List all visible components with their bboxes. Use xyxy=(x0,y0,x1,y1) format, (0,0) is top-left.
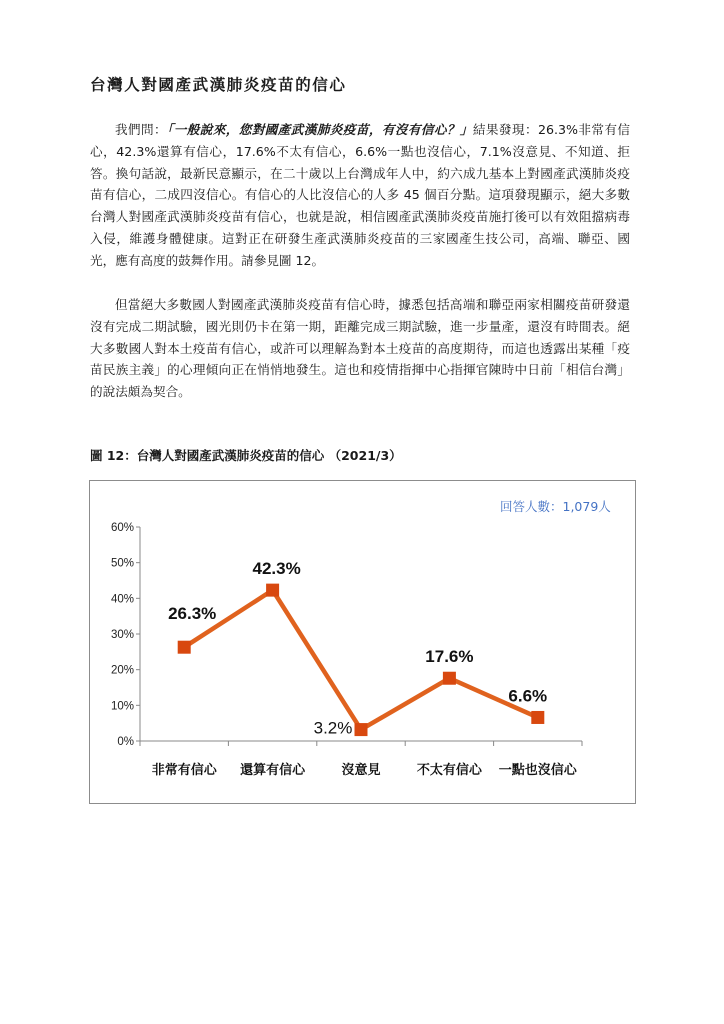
data-label: 17.6% xyxy=(425,647,474,667)
data-label: 3.2% xyxy=(313,718,353,738)
data-point-marker xyxy=(531,711,544,724)
paragraph-lead: 我們問： xyxy=(115,122,168,137)
data-point-marker xyxy=(443,672,456,685)
y-tick-label: 50% xyxy=(110,557,134,570)
y-tick-label: 60% xyxy=(110,522,134,534)
y-tick-label: 30% xyxy=(110,629,134,641)
x-tick-label: 不太有信心 xyxy=(416,763,482,778)
x-tick-label: 還算有信心 xyxy=(240,763,306,778)
series-line xyxy=(184,590,538,729)
data-label: 26.3% xyxy=(168,604,217,624)
paragraph-discussion: 但當絕大多數國人對國產武漢肺炎疫苗有信心時，據悉包括高端和聯亞兩家相關疫苗研發還沒有完成二期試驗，國光則仍卡在第一期，距離完成三期試驗，進一步量產，還沒有時間表。絕大多數國人對本土疫苗有信心，或許可以理解為對本土疫苗的高度期待，而這也透露出某種「疫苗民族主義」的心理傾向正在悄悄地發生。這也和疫情指揮中心指揮官陳時中日前「相信台灣」的說法頗為契合。 xyxy=(90,297,630,400)
data-label: 42.3% xyxy=(252,559,301,579)
survey-question: 「一般說來，您對國產武漢肺炎疫苗，有沒有信心？」 xyxy=(167,122,473,137)
respondent-count: 回答人數：1,079人 xyxy=(500,499,611,514)
y-tick-label: 0% xyxy=(117,736,134,748)
x-tick-label: 沒意見 xyxy=(341,763,381,778)
x-tick-label: 一點也沒信心 xyxy=(498,763,577,778)
figure-caption: 圖 12：台灣人對國產武漢肺炎疫苗的信心 （2021/3） xyxy=(90,448,402,463)
paragraph-rest: 結果發現：26.3%非常有信心，42.3%還算有信心，17.6%不太有信心，6.6%一點也沒信心，7.1%沒意見、不知道、拒答。換句話說，最新民意顯示，在二十歲以上台灣成年人中，約六成九基本上對國產武漢肺炎疫苗有信心，二成四沒信心。有信心的人比沒信心的人多 45 個百分點。這項發現顯示，絕大多數台灣人對國產武漢肺炎疫苗有信心，也就是說，相信國產武漢肺炎疫苗施打後可以有效阻擋病毒入侵，維護身體健康。這對正在研發生產武漢肺炎疫苗的三家國產生技公司，高端、聯亞、國光，應有高度的鼓舞作用。請參見圖 12。 xyxy=(90,122,630,268)
data-label: 6.6% xyxy=(508,686,548,706)
y-tick-label: 10% xyxy=(110,700,134,713)
data-point-marker xyxy=(355,723,368,736)
x-tick-label: 非常有信心 xyxy=(151,763,217,778)
y-tick-label: 40% xyxy=(110,593,134,606)
y-tick-label: 20% xyxy=(110,664,134,677)
document-title: 台灣人對國產武漢肺炎疫苗的信心 xyxy=(90,75,347,94)
data-point-marker xyxy=(266,584,279,597)
data-point-marker xyxy=(178,641,191,654)
